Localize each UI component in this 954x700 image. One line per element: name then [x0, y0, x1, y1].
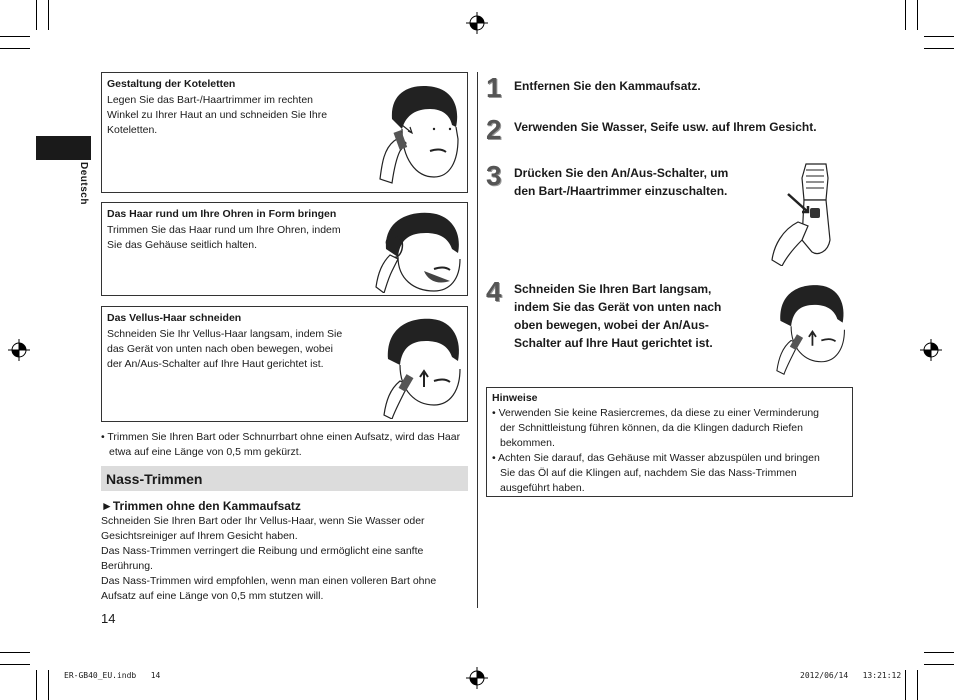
tip-box-vellus: [101, 306, 468, 422]
sideburn-trimming-illustration: [372, 79, 464, 189]
registration-mark-icon: [8, 339, 30, 361]
step-number: 1: [486, 72, 502, 103]
crop-mark: [0, 48, 30, 49]
language-tab: [36, 136, 91, 160]
tip-box-text: Legen Sie das Bart-/Haartrimmer im rechten Winkel zu Ihrer Haut an und schneiden Sie Ihre Koteletten.: [107, 94, 328, 136]
ear-trimming-illustration: [374, 209, 464, 293]
step-text: Drücken Sie den An/Aus-Schalter, um den Bart-/Haartrimmer einzuschalten.: [514, 166, 729, 198]
crop-mark: [0, 36, 30, 37]
hinweise-title: Hinweise: [492, 392, 538, 404]
tip-box-ears: [101, 202, 468, 296]
crop-mark: [48, 670, 49, 700]
registration-mark-icon: [466, 12, 488, 34]
sub-heading: ►Trimmen ohne den Kammaufsatz: [101, 499, 301, 513]
step-number: 4: [486, 276, 502, 307]
crop-mark: [36, 0, 37, 30]
tip-box-title: Das Vellus-Haar schneiden: [107, 312, 242, 324]
crop-mark: [0, 652, 30, 653]
registration-mark-icon: [920, 339, 942, 361]
language-label: Deutsch: [78, 162, 89, 205]
wet-trimming-text: Schneiden Sie Ihren Bart oder Ihr Vellus-Haar, wenn Sie Wasser oder Gesichtsreiniger auf Ihrem Gesicht haben. Das Nass-Trimmen verringert die Reibung und ermöglicht eine sanfte Berührung. Das Nass-Trimmen wird empfohlen, wenn man einen volleren Bart ohne Aufsatz auf eine Länge von 0,5 mm stutzen will.: [101, 515, 437, 602]
crop-mark: [48, 0, 49, 30]
crop-mark: [36, 670, 37, 700]
hinweise-box: [486, 387, 853, 497]
tip-box-text: Trimmen Sie das Haar rund um Ihre Ohren, indem Sie das Gehäuse seitlich halten.: [107, 224, 341, 251]
footer-datetime: 2012/06/14 13:21:12: [800, 671, 902, 680]
crop-mark: [917, 670, 918, 700]
step-text: Verwenden Sie Wasser, Seife usw. auf Ihrem Gesicht.: [514, 120, 817, 134]
beard-trimming-illustration: [768, 278, 848, 378]
step-number: 3: [486, 160, 502, 191]
step-text: Schneiden Sie Ihren Bart langsam, indem Sie das Gerät von unten nach oben bewegen, wobei der An/Aus- Schalter auf Ihre Haut gerichtet ist.: [514, 282, 722, 350]
crop-mark: [0, 664, 30, 665]
trim-length-note: • Trimmen Sie Ihren Bart oder Schnurrbart ohne einen Aufsatz, wird das Haar etwa auf eine Länge von 0,5 mm gekürzt.: [101, 431, 461, 458]
footer-file-info: ER-GB40_EU.indb 14: [64, 671, 161, 680]
page-number: 14: [101, 611, 116, 626]
section-header-bar: [101, 466, 468, 491]
tip-box-sideburns: [101, 72, 468, 193]
crop-mark: [924, 664, 954, 665]
list-item: • Verwenden Sie keine Rasiercremes, da diese zu einer Verminderung der Schnittleistung führen können, da die Klingen dadurch Riefen bekommen.: [492, 407, 820, 449]
crop-mark: [924, 48, 954, 49]
crop-mark: [905, 0, 906, 30]
list-item: • Achten Sie darauf, das Gehäuse mit Wasser abzuspülen und bringen Sie das Öl auf die Klingen auf, nachdem Sie das Nass-Trimmen ausgeführt haben.: [492, 452, 820, 494]
step-text: Entfernen Sie den Kammaufsatz.: [514, 79, 701, 93]
column-divider: [477, 72, 478, 608]
hinweise-list: [492, 406, 847, 496]
crop-mark: [924, 652, 954, 653]
step-number: 2: [486, 114, 502, 145]
crop-mark: [917, 0, 918, 30]
crop-mark: [905, 670, 906, 700]
tip-box-title: Das Haar rund um Ihre Ohren in Form bringen: [107, 208, 337, 220]
power-switch-illustration: [768, 160, 838, 266]
registration-mark-icon: [466, 667, 488, 689]
tip-box-text: Schneiden Sie Ihr Vellus-Haar langsam, indem Sie das Gerät von unten nach oben bewegen, wobei der An/Aus-Schalter auf Ihre Haut gerichtet ist.: [107, 328, 343, 370]
vellus-trimming-illustration: [374, 315, 464, 419]
crop-mark: [924, 36, 954, 37]
section-title: Nass-Trimmen: [106, 471, 203, 487]
tip-box-title: Gestaltung der Koteletten: [107, 78, 236, 90]
